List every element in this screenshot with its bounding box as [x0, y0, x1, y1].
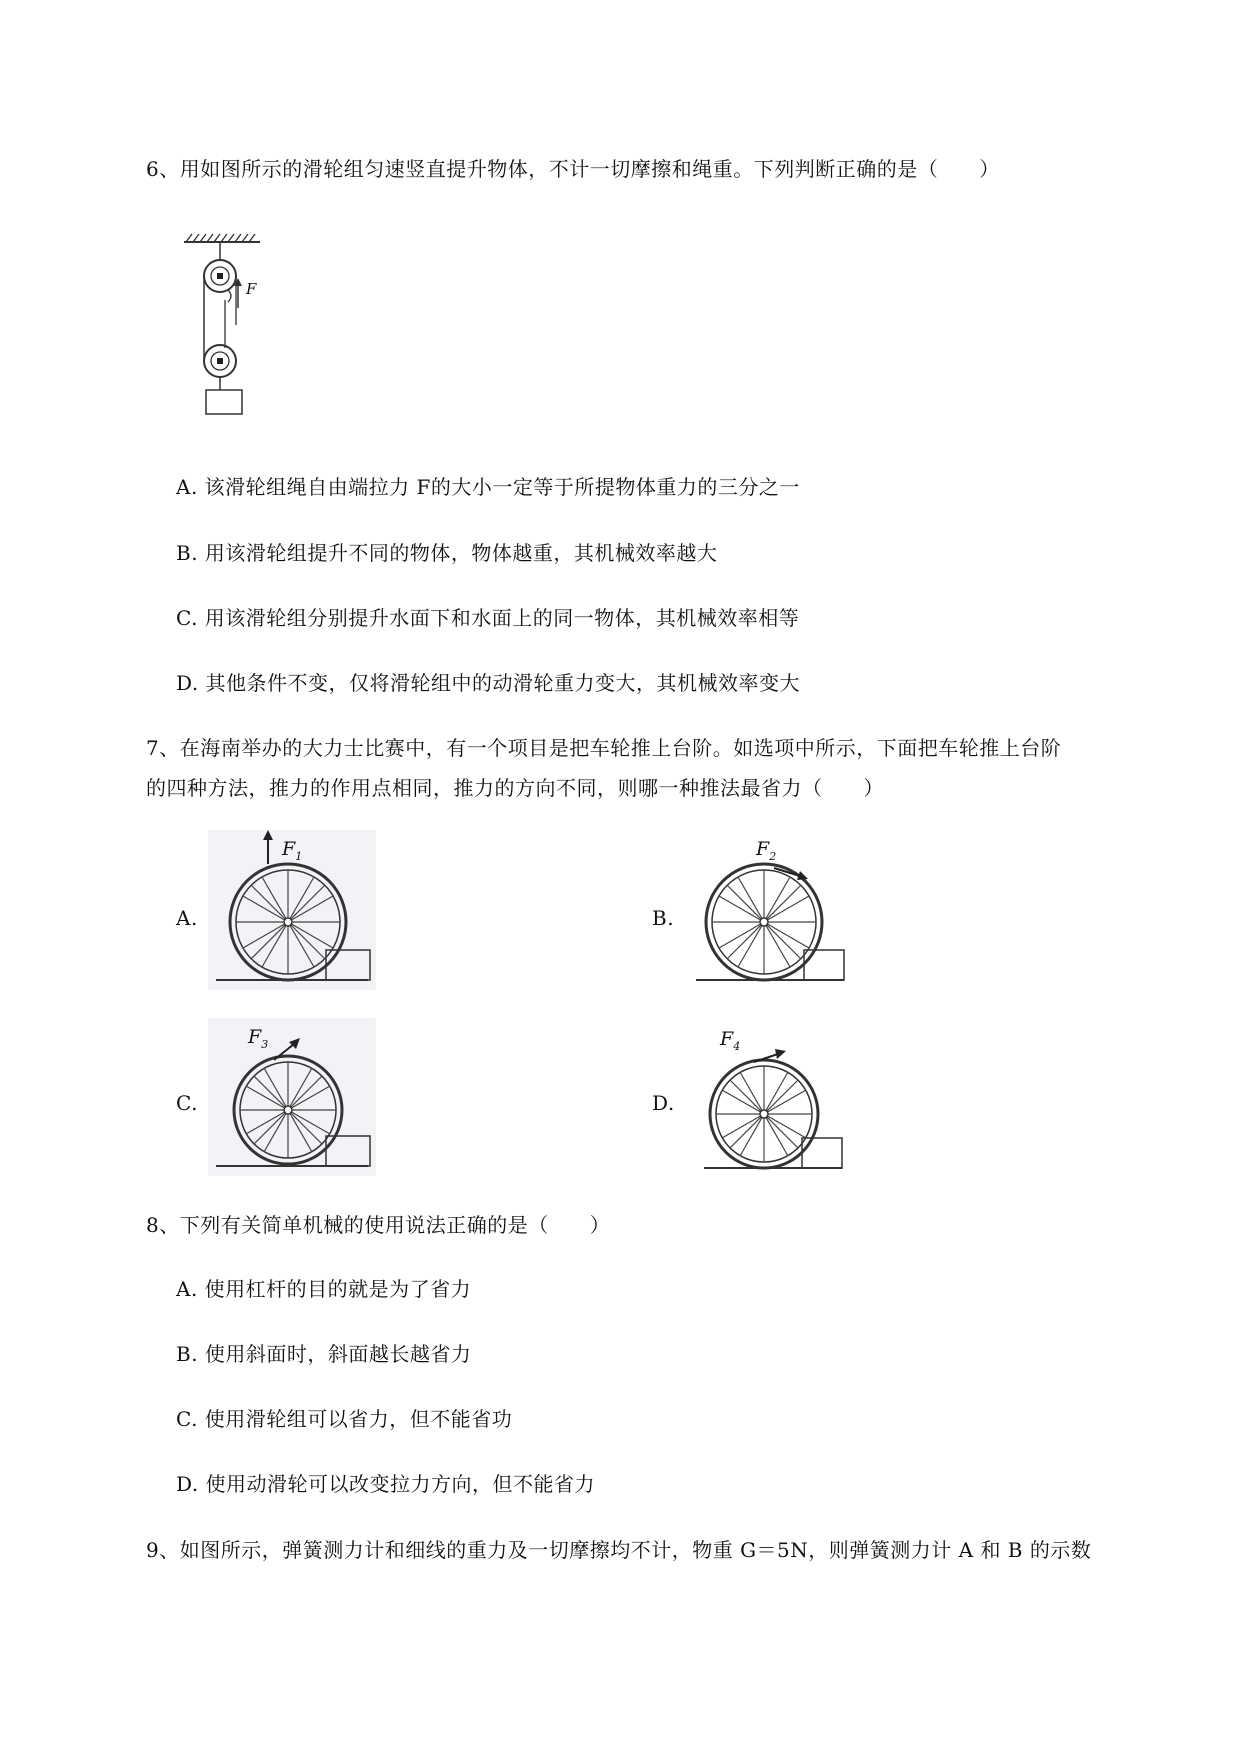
question-7-stem-line-2: 的四种方法，推力的作用点相同，推力的方向不同，则哪一种推法最省力（ ） [146, 776, 884, 800]
q7-option-d-figure [698, 1028, 846, 1178]
q8-option-d: D. 使用动滑轮可以改变拉力方向，但不能省力 [176, 1472, 596, 1496]
q8-option-b: B. 使用斜面时，斜面越长越省力 [176, 1342, 472, 1366]
q7-option-c-figure [208, 1018, 376, 1176]
q6-option-c: C. 用该滑轮组分别提升水面下和水面上的同一物体，其机械效率相等 [176, 606, 800, 630]
q7-option-c-label: C. [176, 1091, 198, 1115]
q6-option-d: D. 其他条件不变，仅将滑轮组中的动滑轮重力变大，其机械效率变大 [176, 671, 801, 695]
force-f4-label: $F_4$ [720, 1028, 741, 1053]
q6-option-b: B. 用该滑轮组提升不同的物体，物体越重，其机械效率越大 [176, 541, 718, 565]
question-7-stem-line-1: 7、在海南举办的大力士比赛中，有一个项目是把车轮推上台阶。如选项中所示，下面把车轮推上台阶 [146, 736, 1062, 760]
q6-option-a: A. 该滑轮组绳自由端拉力 F的大小一定等于所提物体重力的三分之一 [176, 475, 800, 499]
q7-option-b-label: B. [652, 906, 675, 930]
question-6-stem: 6、用如图所示的滑轮组匀速竖直提升物体，不计一切摩擦和绳重。下列判断正确的是（ ） [146, 157, 1000, 181]
q8-option-a: A. 使用杠杆的目的就是为了省力 [176, 1277, 472, 1301]
question-8-stem: 8、下列有关简单机械的使用说法正确的是（ ） [146, 1213, 611, 1237]
q7-option-a-label: A. [176, 906, 198, 930]
force-f2-label: $F_2$ [756, 838, 777, 863]
question-9-stem: 9、如图所示，弹簧测力计和细线的重力及一切摩擦均不计，物重 G＝5N，则弹簧测力计 A 和 B 的示数 [146, 1538, 1092, 1562]
force-f-label: F [246, 280, 257, 298]
q8-option-c: C. 使用滑轮组可以省力，但不能省功 [176, 1407, 513, 1431]
q7-option-a-figure [208, 830, 376, 990]
force-f1-label: $F_1$ [282, 838, 303, 863]
force-f3-label: $F_3$ [248, 1026, 269, 1051]
pulley-system-figure [180, 230, 270, 420]
q7-option-b-figure [688, 830, 848, 990]
q7-option-d-label: D. [652, 1091, 675, 1115]
